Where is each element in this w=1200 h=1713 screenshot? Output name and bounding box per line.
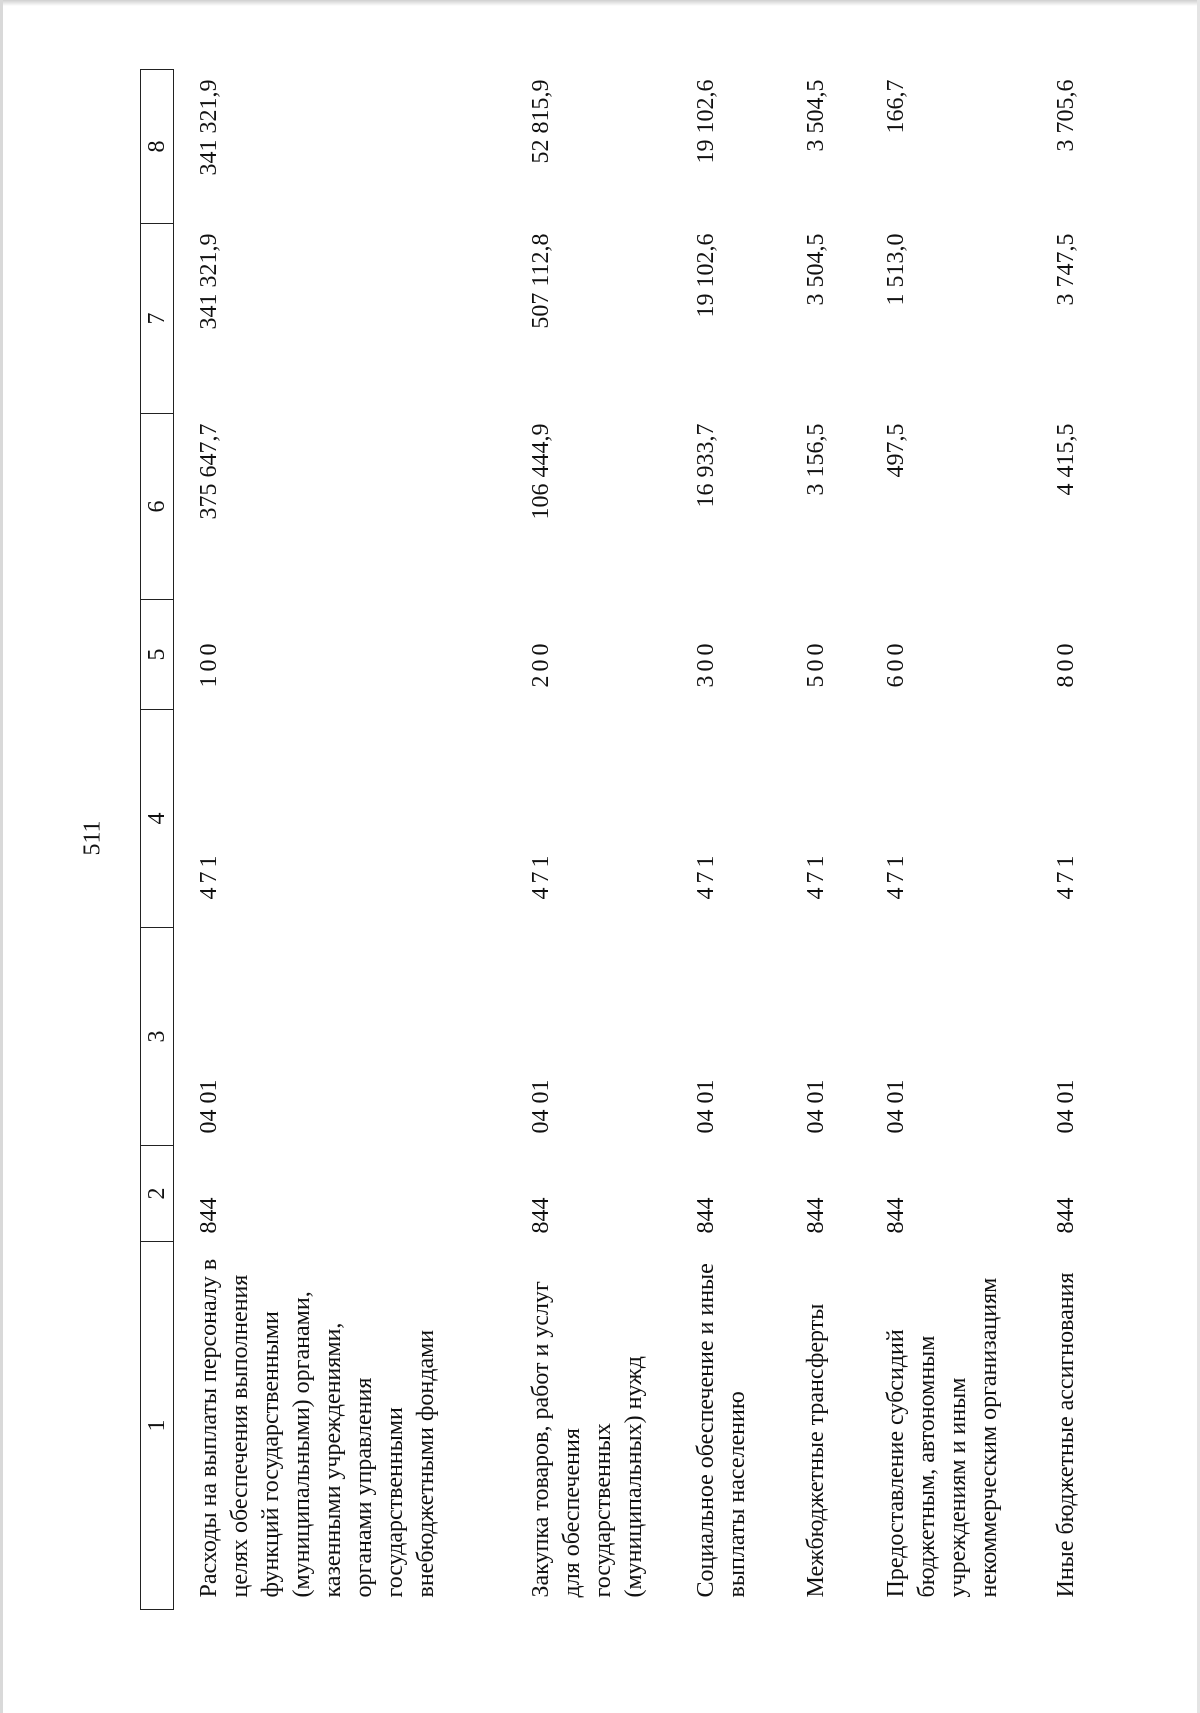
cell-amount-7: 3 504,5 — [803, 233, 829, 306]
cell-amount-7: 1 513,0 — [883, 233, 909, 306]
header-col-4: 4 — [141, 710, 174, 928]
cell-target-code: 471 — [803, 851, 829, 900]
cell-amount-8: 52 815,9 — [528, 79, 554, 164]
cell-amount-6: 3 156,5 — [803, 423, 829, 496]
header-row — [141, 70, 174, 1610]
cell-expense-type: 600 — [883, 639, 909, 688]
cell-expense-type: 300 — [693, 639, 719, 688]
cell-section-code: 04 01 — [528, 1079, 554, 1134]
scan-left-edge — [0, 0, 3, 1713]
cell-target-code: 471 — [1053, 851, 1079, 900]
cell-target-code: 471 — [528, 851, 554, 900]
table-row — [781, 70, 861, 1610]
cell-amount-6: 106 444,9 — [528, 423, 554, 520]
cell-target-code: 471 — [883, 851, 909, 900]
cell-ministry-code: 844 — [803, 1197, 829, 1234]
cell-amount-7: 3 747,5 — [1053, 233, 1079, 306]
table-row — [174, 70, 507, 1610]
cell-expense-type: 100 — [196, 639, 222, 688]
row-name: Расходы на выплаты персоналу в целях обеспечения выполнения функций государственными (муниципальными) органами, казенными учреждениями, органами управления государственными внебюджетными фондами — [196, 1258, 439, 1598]
header-col-5: 5 — [141, 600, 174, 710]
cell-expense-type: 800 — [1053, 639, 1079, 688]
cell-ministry-code: 844 — [196, 1197, 222, 1234]
cell-section-code: 04 01 — [803, 1079, 829, 1134]
cell-expense-type: 200 — [528, 639, 554, 688]
row-name: Межбюджетные трансферты — [803, 1303, 829, 1598]
cell-section-code: 04 01 — [883, 1079, 909, 1134]
budget-table — [140, 69, 1141, 1610]
cell-amount-8: 166,7 — [883, 79, 909, 134]
cell-amount-8: 341 321,9 — [196, 79, 222, 176]
header-col-1: 1 — [141, 1242, 174, 1610]
header-col-6: 6 — [141, 414, 174, 600]
cell-amount-6: 497,5 — [883, 423, 909, 478]
cell-target-code: 471 — [196, 851, 222, 900]
cell-amount-7: 19 102,6 — [693, 233, 719, 318]
cell-section-code: 04 01 — [196, 1079, 222, 1134]
table-row — [671, 70, 781, 1610]
cell-amount-7: 341 321,9 — [196, 233, 222, 330]
cell-expense-type: 500 — [803, 639, 829, 688]
cell-target-code: 471 — [693, 851, 719, 900]
cell-ministry-code: 844 — [883, 1197, 909, 1234]
page-number: 511 — [79, 820, 106, 856]
cell-section-code: 04 01 — [693, 1079, 719, 1134]
row-name: Предоставление субсидий бюджетным, автономным учреждениям и иным некоммерческим организациям — [883, 1277, 1002, 1598]
scan-top-edge — [0, 0, 1200, 6]
rotated-table-container — [140, 70, 1200, 1610]
cell-amount-8: 19 102,6 — [693, 79, 719, 164]
row-name: Закупка товаров, работ и услуг для обеспечения государственных (муниципальных) нужд — [528, 1281, 647, 1598]
table-row — [861, 70, 1031, 1610]
cell-ministry-code: 844 — [1053, 1197, 1079, 1234]
row-name: Иные бюджетные ассигнования — [1053, 1272, 1079, 1598]
cell-ministry-code: 844 — [528, 1197, 554, 1234]
table-row — [1031, 70, 1141, 1610]
cell-amount-8: 3 705,6 — [1053, 79, 1079, 152]
cell-ministry-code: 844 — [693, 1197, 719, 1234]
header-col-7: 7 — [141, 224, 174, 414]
cell-amount-6: 375 647,7 — [196, 423, 222, 520]
header-col-3: 3 — [141, 928, 174, 1146]
header-col-8: 8 — [141, 70, 174, 224]
cell-amount-7: 507 112,8 — [528, 233, 554, 329]
cell-section-code: 04 01 — [1053, 1079, 1079, 1134]
cell-amount-6: 16 933,7 — [693, 423, 719, 508]
cell-amount-6: 4 415,5 — [1053, 423, 1079, 496]
row-name: Социальное обеспечение и иные выплаты населению — [693, 1263, 750, 1598]
table-row — [506, 70, 671, 1610]
cell-amount-8: 3 504,5 — [803, 79, 829, 152]
header-col-2: 2 — [141, 1146, 174, 1242]
